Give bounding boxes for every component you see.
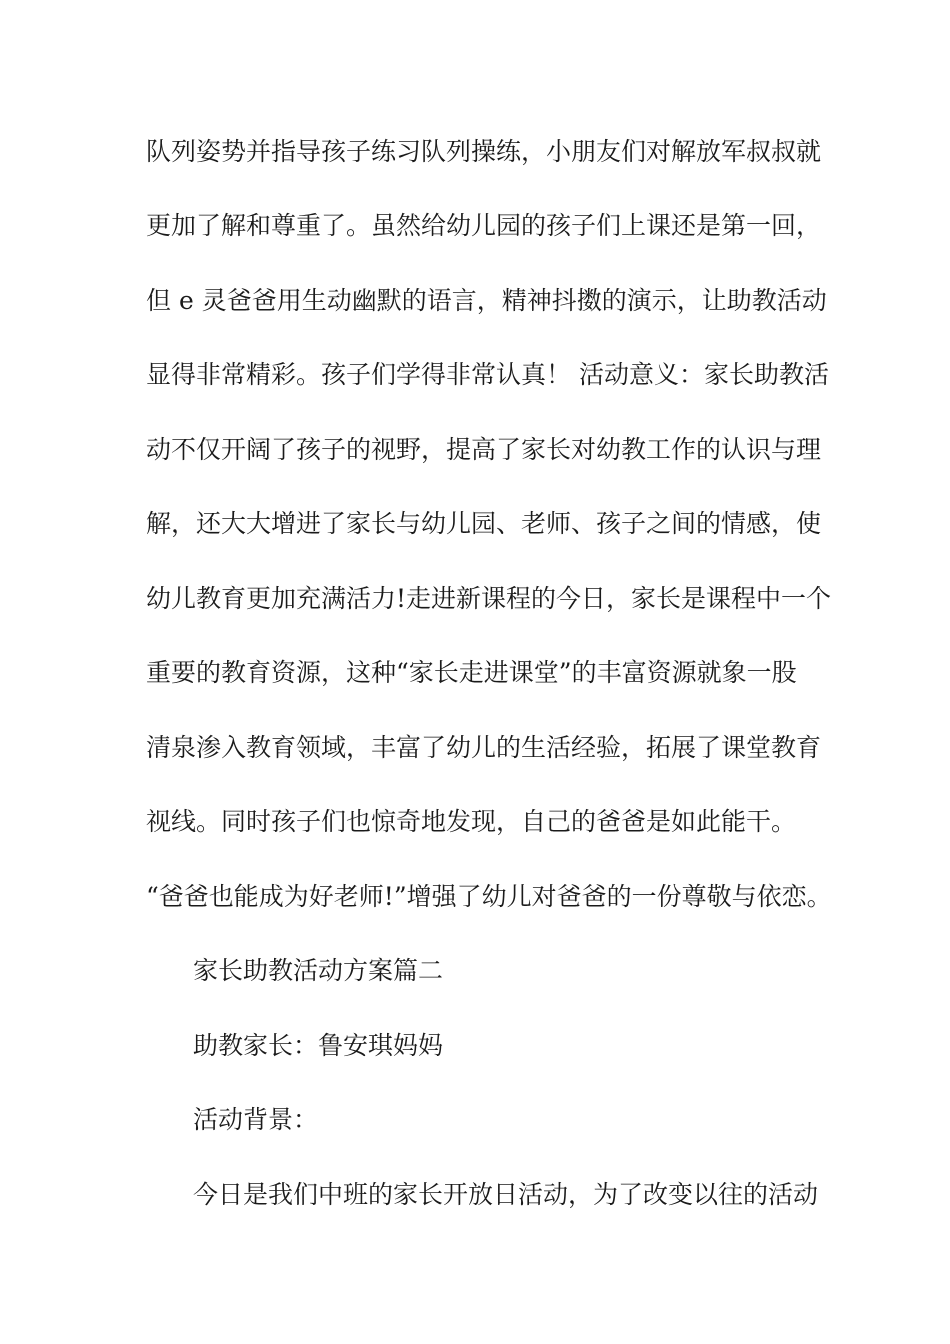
body-line-3: 但 e 灵爸爸用生动幽默的语言，精神抖擞的演示，让助教活动 xyxy=(146,286,827,315)
body-line-2: 更加了解和尊重了。虽然给幼儿园的孩子们上课还是第一回， xyxy=(146,211,822,240)
body-line-6: 解，还大大增进了家长与幼儿园、老师、孩子之间的情感，使 xyxy=(146,509,822,538)
background-heading: 活动背景： xyxy=(193,1105,319,1134)
body-line-7: 幼儿教育更加充满活力!走进新课程的今日，家长是课程中一个 xyxy=(146,584,832,613)
section-title: 家长助教活动方案篇二 xyxy=(193,956,444,985)
helper-parent-line: 助教家长：鲁安琪妈妈 xyxy=(193,1031,444,1060)
body-line-10: 视线。同时孩子们也惊奇地发现，自己的爸爸是如此能干。 xyxy=(146,807,797,836)
body-line-11: “爸爸也能成为好老师!”增强了幼儿对爸爸的一份尊敬与依恋。 xyxy=(146,882,832,911)
background-first-line: 今日是我们中班的家长开放日活动，为了改变以往的活动 xyxy=(193,1180,819,1209)
body-line-9: 清泉渗入教育领域，丰富了幼儿的生活经验，拓展了课堂教育 xyxy=(146,733,822,762)
body-line-8: 重要的教育资源，这种“家长走进课堂”的丰富资源就象一股 xyxy=(146,658,797,687)
body-line-5: 动不仅开阔了孩子的视野，提高了家长对幼教工作的认识与理 xyxy=(146,435,822,464)
body-line-1: 队列姿势并指导孩子练习队列操练，小朋友们对解放军叔叔就 xyxy=(146,137,822,166)
body-line-4: 显得非常精彩。孩子们学得非常认真！ 活动意义：家长助教活 xyxy=(146,360,829,389)
